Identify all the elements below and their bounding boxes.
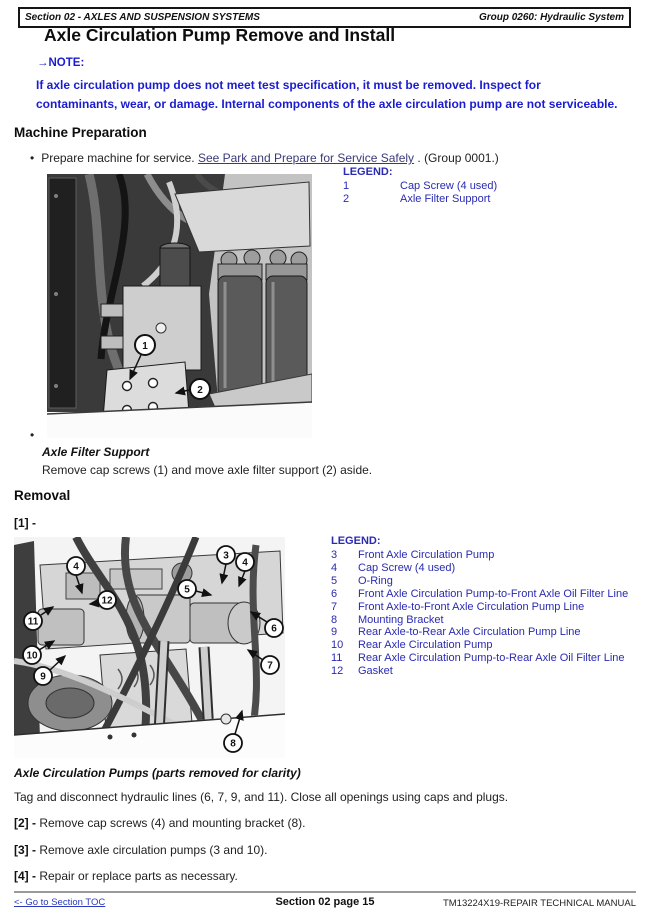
figure1-callout-2: 2 — [197, 385, 203, 396]
legend2-item-5: 5 O-Ring — [331, 574, 393, 587]
legend1-item-1: 1 Cap Screw (4 used) — [343, 180, 498, 192]
machine-preparation-heading: Machine Preparation — [14, 125, 147, 140]
axle-filter-support-illustration — [47, 174, 312, 438]
axle-circulation-pumps-illustration — [14, 537, 285, 758]
bullet-icon: • — [30, 151, 35, 165]
figure-axle-circulation-pumps — [14, 537, 285, 758]
figure2-callout-4a: 4 — [73, 561, 79, 573]
legend2-item-4: 4 Cap Screw (4 used) — [331, 561, 456, 574]
figure2-callout-7: 7 — [267, 660, 273, 672]
footer-page-number: Section 02 page 15 — [275, 896, 375, 908]
prep-bullet-pre-text: Prepare machine for service. — [41, 151, 198, 165]
figure2-callout-3: 3 — [223, 550, 229, 562]
legend2-item-7: 7 Front Axle-to-Front Axle Circulation Pump Line — [331, 600, 585, 613]
legend2-item-8: 8 Mounting Bracket — [331, 613, 444, 626]
removal-heading: Removal — [14, 488, 71, 503]
legend1-item-2: 2 Axle Filter Support — [343, 193, 491, 205]
legend2-item-10: 10 Rear Axle Circulation Pump — [331, 639, 493, 652]
legend-machine-prep — [343, 166, 497, 206]
removal-step-3: [3] - Remove axle circulation pumps (3 and 10). — [14, 843, 268, 857]
legend1-heading: LEGEND: — [343, 166, 393, 178]
footer-manual-id: TM13224X19-REPAIR TECHNICAL MANUAL — [442, 898, 636, 909]
prep-bullet-post-text: . (Group 0001.) — [414, 151, 499, 165]
figure2-callout-12: 12 — [101, 595, 113, 607]
figure2-callout-10: 10 — [26, 650, 38, 662]
legend2-item-6: 6 Front Axle Circulation Pump-to-Front Axle Oil Filter Line — [331, 587, 629, 600]
bullet-icon: • — [30, 428, 35, 442]
park-prepare-service-link[interactable]: See Park and Prepare for Service Safely — [197, 151, 415, 165]
removal-step-4: [4] - Repair or replace parts as necessary. — [14, 869, 238, 883]
legend2-item-3: 3 Front Axle Circulation Pump — [331, 549, 495, 561]
figure2-caption: Axle Circulation Pumps (parts removed for clarity) — [14, 766, 301, 780]
figure2-callout-6: 6 — [271, 623, 277, 635]
legend2-item-9: 9 Rear Axle-to-Rear Axle Circulation Pump Line — [331, 626, 581, 639]
prep-bullet-item — [30, 151, 499, 165]
figure2-callout-4b: 4 — [242, 557, 248, 569]
legend2-heading: LEGEND: — [331, 535, 381, 547]
figure2-callout-11: 11 — [27, 616, 39, 628]
removal-step-1-text: Tag and disconnect hydraulic lines (6, 7, 9, and 11). Close all openings using caps and plugs. — [14, 790, 509, 804]
figure-axle-filter-support — [47, 174, 312, 438]
prep-instruction: Remove cap screws (1) and move axle filter support (2) aside. — [42, 463, 373, 477]
figure2-callout-5: 5 — [184, 584, 190, 596]
removal-step-2: [2] - Remove cap screws (4) and mounting bracket (8). — [14, 816, 306, 830]
removal-step-1-label: [1] - — [14, 516, 36, 530]
note-text: If axle circulation pump does not meet test specification, it must be removed. Inspect for contaminants, wear, or damage. Internal components of the axle circulation pump are not serviceable. — [36, 78, 618, 111]
legend2-item-11: 11 Rear Axle Circulation Pump-to-Rear Axle Oil Filter Line — [331, 652, 625, 665]
figure2-callout-9: 9 — [40, 671, 46, 683]
legend-removal — [331, 535, 628, 678]
page-title: Axle Circulation Pump Remove and Install — [44, 25, 396, 45]
figure2-callout-8: 8 — [230, 738, 236, 750]
header-section-label: Section 02 - AXLES AND SUSPENSION SYSTEMS — [25, 12, 260, 23]
legend2-item-12: 12 Gasket — [331, 665, 393, 678]
footer-divider — [14, 891, 636, 893]
header-group-label: Group 0260: Hydraulic System — [478, 12, 624, 23]
note-label: →NOTE: — [37, 57, 85, 69]
go-to-section-toc-link[interactable]: <- Go to Section TOC — [14, 897, 106, 908]
figure1-caption: Axle Filter Support — [42, 445, 150, 459]
figure1-callout-1: 1 — [142, 341, 148, 352]
